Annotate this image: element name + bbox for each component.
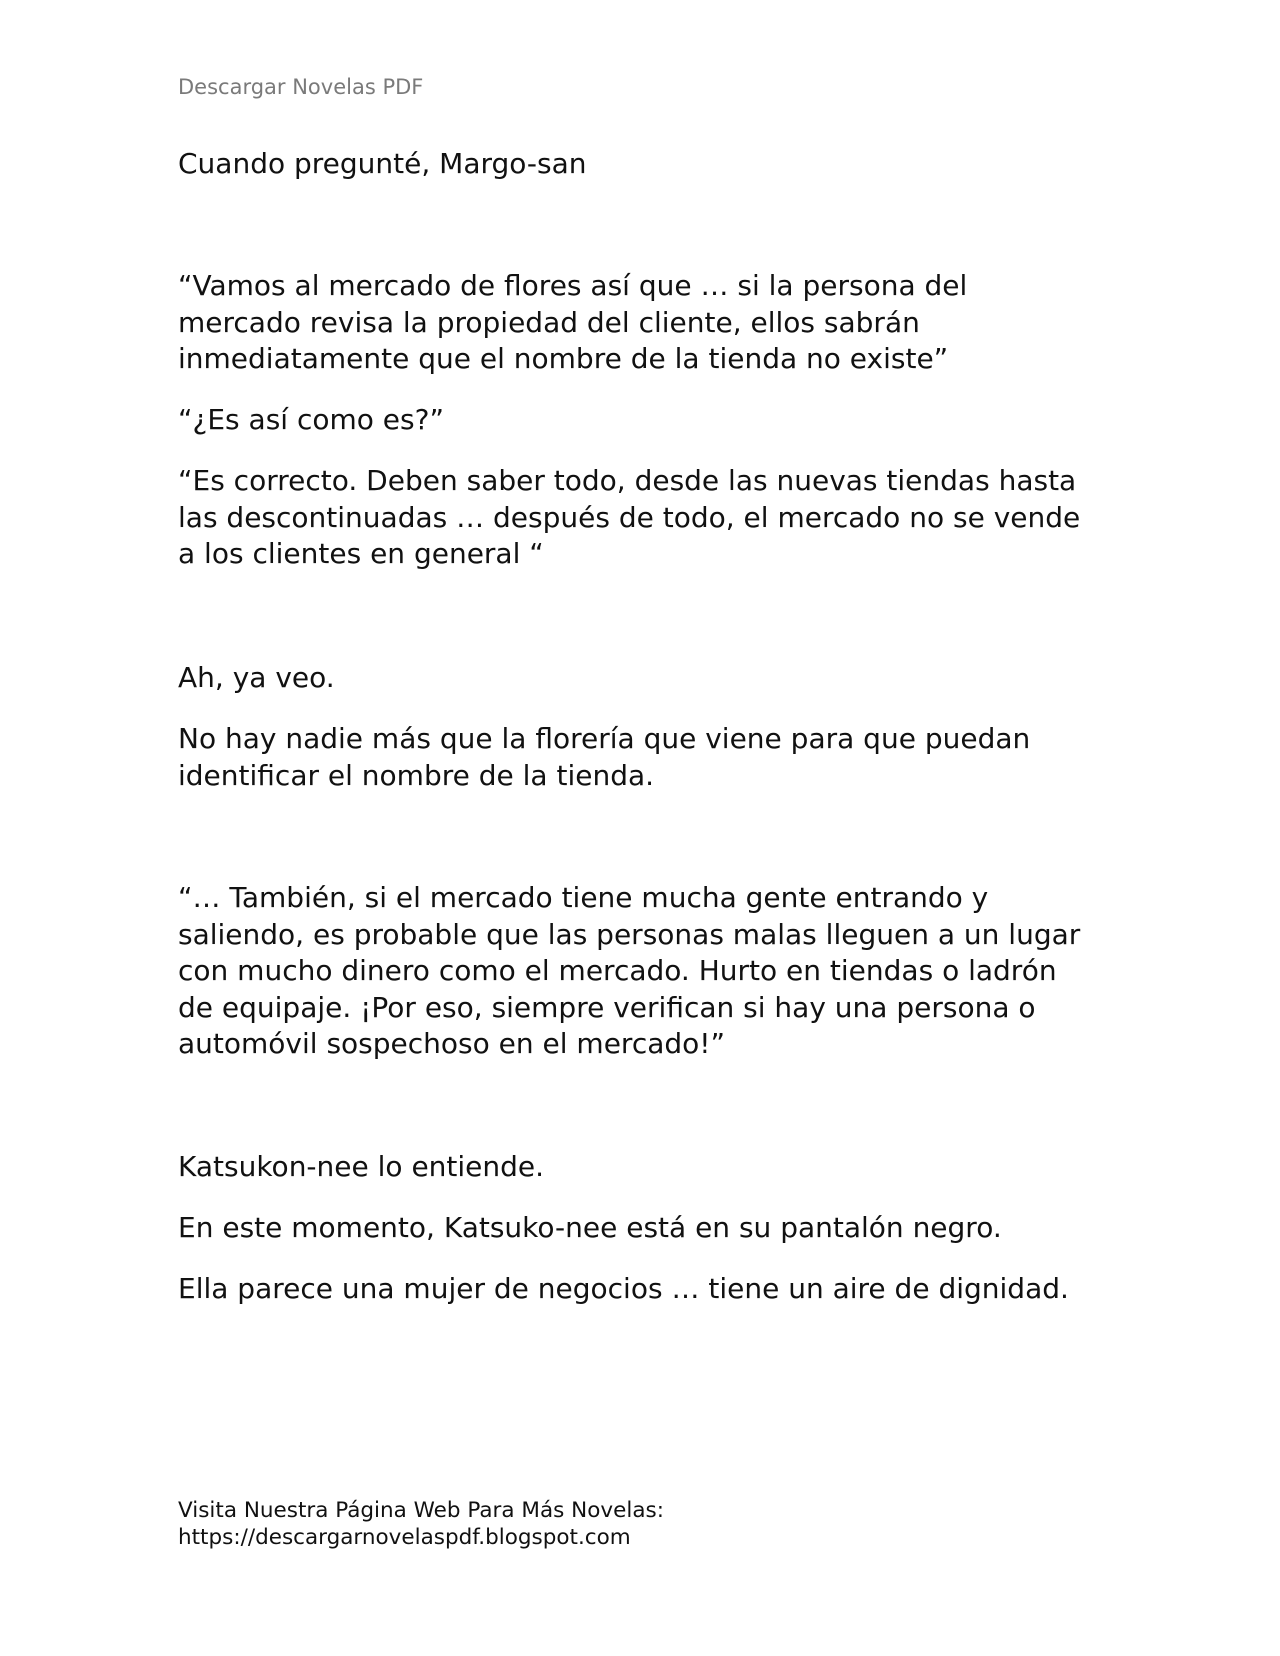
paragraph-9: En este momento, Katsuko-nee está en su pantalón negro.: [178, 1211, 1002, 1244]
paragraph-10: Ella parece una mujer de negocios … tiene un aire de dignidad.: [178, 1272, 1069, 1305]
paragraph-7: “… También, si el mercado tiene mucha gente entrando y saliendo, es probable que las personas malas lleguen a un lugar con mucho dinero como el mercado. Hurto en tiendas o ladrón de equipaje. ¡Por eso, siempre verifican si hay una persona o automóvil sospechoso en el mercado!”: [178, 881, 1081, 1060]
footer-website-url: https://descargarnovelaspdf.blogspot.com: [178, 1525, 631, 1550]
paragraph-6: No hay nadie más que la florería que viene para que puedan identificar el nombre de la tienda.: [178, 722, 1031, 792]
footer-visit-text: Visita Nuestra Página Web Para Más Novelas:: [178, 1498, 664, 1523]
paragraph-8: Katsukon-nee lo entiende.: [178, 1150, 545, 1183]
paragraph-2: “Vamos al mercado de flores así que … si la persona del mercado revisa la propiedad del cliente, ellos sabrán inmediatamente que el nombre de la tienda no existe”: [178, 269, 968, 375]
page-header-site-name: Descargar Novelas PDF: [178, 75, 424, 99]
paragraph-3: “¿Es así como es?”: [178, 403, 444, 436]
paragraph-5: Ah, ya veo.: [178, 661, 335, 694]
paragraph-4: “Es correcto. Deben saber todo, desde las nuevas tiendas hasta las descontinuadas … después de todo, el mercado no se vende a los clientes en general “: [178, 464, 1081, 570]
page-footer: [178, 1497, 664, 1551]
paragraph-1: Cuando pregunté, Margo-san: [178, 147, 587, 180]
